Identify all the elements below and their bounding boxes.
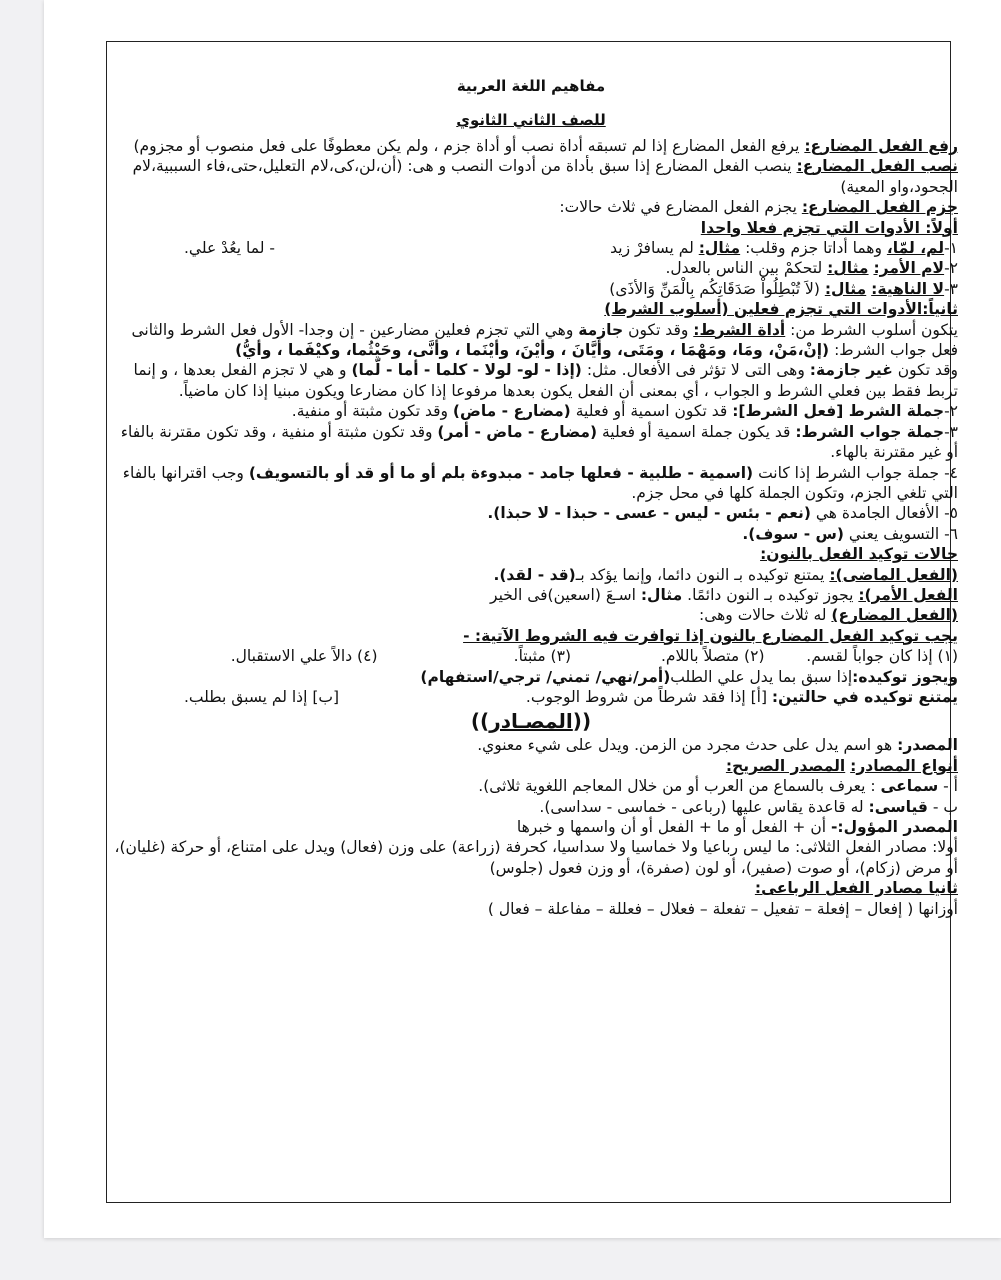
ghair-jazima: [104, 360, 958, 401]
condition-2: (٢) متصلاً باللام.: [661, 647, 765, 666]
item2-label: لام الأمر:: [873, 259, 945, 278]
mudari-label: (الفعل المضارع): [831, 606, 958, 625]
shart3-line: [104, 422, 958, 463]
shart4-post: وجب اقترانها بالفاء التي تلغي الجزم، وتكون الجملة كلها في محل جزم.: [122, 463, 958, 502]
item1-main: [610, 238, 958, 258]
yajib-line: يجب توكيد الفعل المضارع بالنون إذا توافرت فيه الشروط الآتية: -: [463, 626, 958, 645]
item2-example: لتحكمْ بين الناس بالعدل.: [665, 259, 828, 278]
yamtani-label: يمتنع توكيده في حالتين:: [771, 687, 958, 706]
first-masadir: أولا: مصادر الفعل الثلاثى: ما ليس رباعيا ولا خماسيا ولا سداسيا، كحرفة (زراعة) على وزن (فعال) ويدل على امتناع، أو حركة (غليان)، أو مرض (زكام)، أو صوت (صفير)، أو لون (صفرة)، أو وزن فعول (جلوس): [114, 838, 958, 877]
mudari-line: [104, 605, 958, 625]
jazm-text: يجزم الفعل المضارع في ثلاث حالات:: [559, 198, 802, 217]
qiyasi-label: قياسى:: [868, 797, 928, 816]
mudari-text: له ثلاث حالات وهى:: [698, 606, 832, 625]
nasb-text: ينصب الفعل المضارع إذا سبق بأداة من أدوات النصب و هى: (أن،لن،كى،لام التعليل،حتى،فاء السببية،لام الجحود،واو المعية): [132, 157, 958, 196]
raf-paragraph: [104, 136, 958, 156]
madi-line: [104, 565, 958, 585]
shart2-num: ٢-: [944, 402, 958, 421]
shart2-post: وقد تكون مثبتة أو منفية.: [291, 402, 453, 421]
item2-line: [104, 258, 958, 278]
qiyasi-pre: ب -: [927, 797, 958, 816]
shart-intro: [104, 320, 958, 361]
ghair-pre: وقد تكون: [892, 361, 958, 380]
item1-example2: - لما يعُدْ علي.: [184, 239, 275, 258]
item1-num: ١-: [944, 239, 958, 258]
qiyasi-line: [104, 797, 958, 817]
shart5-line: [104, 503, 958, 523]
samai-text: : يعرف بالسماع من العرب أو من خلال المعاجم اللغوية ثلاثى).: [478, 777, 881, 796]
item1-line: [104, 238, 958, 258]
first-heading: أولاً: الأدوات التي تجزم فعلا واحدا: [700, 218, 958, 237]
masdar-def-label: المصدر:: [897, 736, 958, 755]
yamtani-main: [526, 687, 958, 707]
muawwal-label: المصدر المؤول:-: [830, 818, 958, 836]
ghair-text: وهى التى لا تؤثر فى الأفعال. مثل:: [581, 361, 810, 380]
raf-text: يرفع الفعل المضارع إذا لم تسبقه أداة نصب أو أداة جزم ، ولم يكن معطوفًا على فعل منصوب أو مجزوم): [133, 137, 805, 155]
second-heading: ثانياً:الأدوات التي تجزم فعلين (أسلوب الشرط): [604, 300, 958, 319]
shart3-num: ٣-: [944, 422, 958, 441]
masadir-word: المصـادر: [489, 709, 573, 734]
shart5-bold: (نعم - بئس - ليس - عسى - حبذا - لا حبذا).: [487, 504, 811, 523]
ghair-post: و هي لا تجزم الفعل بعدها ، و إنما تربط فقط بين فعلي الشرط و الجواب ، أي بمعنى أن الفعل يكون بعدها مرفوعا إذا كان مضارعا ويكون مبنيا إذا كان ماضياً.: [133, 361, 958, 400]
shart2-label: جملة الشرط [فعل الشرط]:: [732, 402, 945, 421]
masadir-open: ((: [572, 709, 592, 734]
shart2-line: [104, 401, 958, 421]
masdar-def-text: هو اسم يدل على حدث مجرد من الزمن. ويدل على شيء معنوي.: [477, 736, 898, 755]
item1-label: لم، لمّا،: [886, 239, 945, 258]
yamtani-line: [104, 687, 958, 707]
shart2-bold: (مضارع - ماض): [452, 402, 571, 421]
shart3-post: وقد تكون مثبتة أو منفية ، وقد تكون مقترنة بالفاء أو غير مقترنة بالهاء.: [120, 422, 958, 462]
document-content: [104, 74, 958, 1179]
madi-text: يمتنع توكيده بـ النون دائما، وإنما يؤكد بـ: [575, 565, 830, 584]
jazm-paragraph: [104, 197, 958, 217]
item3-example-label: مثال:: [824, 279, 867, 298]
madi-bold: (قد - لقد).: [493, 565, 576, 584]
masadir-close: )): [470, 709, 490, 734]
muawwal-text: أن + الفعل أو ما + الفعل أو أن واسمها و خبرها: [516, 818, 831, 836]
item1-example-label: مثال:: [698, 239, 741, 258]
awzan-line: أوزانها ( إفعال – إفعلة – تفعيل – تفعلة – فعلال – فعللة – مفاعلة – فعال ): [487, 899, 958, 918]
yajuz-bold: (أمر/نهي/ تمني/ ترجي/استفهام): [420, 667, 671, 686]
samai-pre: أ -: [938, 777, 958, 796]
shart6-line: [104, 524, 958, 544]
shart-intro-mid: وقد تكون: [623, 320, 694, 339]
amr-example: اسـعَ (اسعين)فى الخير: [490, 585, 641, 604]
shart-tools: (إنْ،مَنْ، ومَا، ومَهْمَا ، ومَتَى، وأيَّانَ ، وأيْنَ، وأيْنَما ، وأنَّى، وحَيْثُما، وكيْفَما ، وأيُّ): [235, 341, 830, 360]
item2-example-label: مثال:: [827, 259, 869, 278]
shart4-pre: ٤- جملة جواب الشرط إذا كانت: [753, 463, 958, 482]
jazm-label: جزم الفعل المضارع:: [801, 198, 958, 217]
samai-label: سماعى: [880, 777, 939, 796]
second-masadir: ثانيا مصادر الفعل الرباعى:: [754, 879, 958, 898]
shart-intro-pre: يتكون أسلوب الشرط من:: [785, 320, 958, 339]
shart3-text: قد يكون جملة اسمية أو فعلية: [597, 422, 796, 441]
yamtani-b: [ب] إذا لم يسبق بطلب.: [184, 687, 339, 706]
types-line: [104, 756, 958, 776]
types-label: أنواع المصادر:: [850, 756, 958, 775]
shart6-pre: ٦- التسويف يعني: [844, 524, 958, 543]
condition-1: (١) إذا كان جواباً لقسم.: [806, 647, 958, 666]
item2-num: ٢-: [944, 259, 958, 278]
muawwal-line: [104, 817, 958, 837]
item3-label: لا الناهية:: [871, 279, 945, 298]
masadir-heading: [104, 707, 958, 735]
tawkeed-heading: حالات توكيد الفعل بالنون:: [760, 545, 958, 564]
item3-line: [104, 279, 958, 299]
document-subtitle: للصف الثاني الثانوي: [456, 111, 606, 129]
item1-text: وهما أداتا جزم وقلب:: [745, 239, 887, 258]
raf-label: رفع الفعل المضارع:: [804, 137, 958, 155]
shart5-pre: ٥- الأفعال الجامدة هي: [810, 504, 958, 523]
shart-intro-post: وهي التي تجزم فعلين مضارعين - إن وجدا- الأول فعل الشرط والثانى فعل جواب الشرط:: [131, 320, 958, 360]
ghair-tools: (إذا - لو- لولا - كلما - أما - لّما): [351, 361, 582, 380]
samai-line: [104, 776, 958, 796]
masdar-def: [104, 735, 958, 755]
item3-num: ٣-: [944, 279, 958, 298]
sareeh-label: المصدر الصريح:: [725, 756, 846, 775]
nasb-label: نصب الفعل المضارع:: [796, 157, 958, 176]
yamtani-a: [أ] إذا فقد شرطاً من شروط الوجوب.: [525, 687, 772, 706]
condition-3: (٣) مثبتاً.: [513, 647, 571, 666]
condition-4: (٤) دالاً علي الاستقبال.: [230, 647, 378, 666]
nasb-paragraph: [104, 156, 958, 197]
amr-line: [104, 585, 958, 605]
shart-tool-label: أداة الشرط:: [693, 320, 786, 339]
amr-label: الفعل الأمر):: [858, 585, 958, 604]
shart4-line: [104, 463, 958, 504]
yajuz-line: [104, 667, 958, 687]
conditions-row: [104, 646, 958, 666]
yajuz-text: إذا سبق بما يدل علي الطلب: [670, 667, 853, 686]
shart2-text: قد تكون اسمية أو فعلية: [570, 402, 733, 421]
item1-example: لم يسافرْ زيد: [610, 239, 699, 258]
shart3-label: جملة جواب الشرط:: [795, 422, 945, 441]
qiyasi-text: له قاعدة يقاس عليها (رباعى - خماسى - سداسى).: [539, 797, 869, 816]
madi-label: (الفعل الماضى):: [829, 565, 958, 584]
yajuz-label: ويجوز توكيده:: [852, 667, 958, 686]
item3-example: (لاَ تُبْطِلُواْ صَدَقَاتِكُم بِالْمَنِّ وَالأذَى): [609, 279, 825, 298]
shart-jazima: جازمة: [578, 320, 624, 339]
shart3-bold: (مضارع - ماض - أمر): [437, 422, 598, 441]
amr-text: يجوز توكيده بـ النون دائمًا.: [682, 585, 859, 604]
shart4-bold: (اسمية - طلبية - فعلها جامد - مبدوءة بلم أو ما أو قد أو بالتسويف): [248, 463, 754, 482]
ghair-label: غير جازمة:: [809, 361, 893, 380]
amr-example-label: مثال:: [640, 585, 683, 604]
document-title: مفاهيم اللغة العربية: [456, 77, 606, 95]
shart6-bold: (س - سوف).: [742, 524, 844, 543]
